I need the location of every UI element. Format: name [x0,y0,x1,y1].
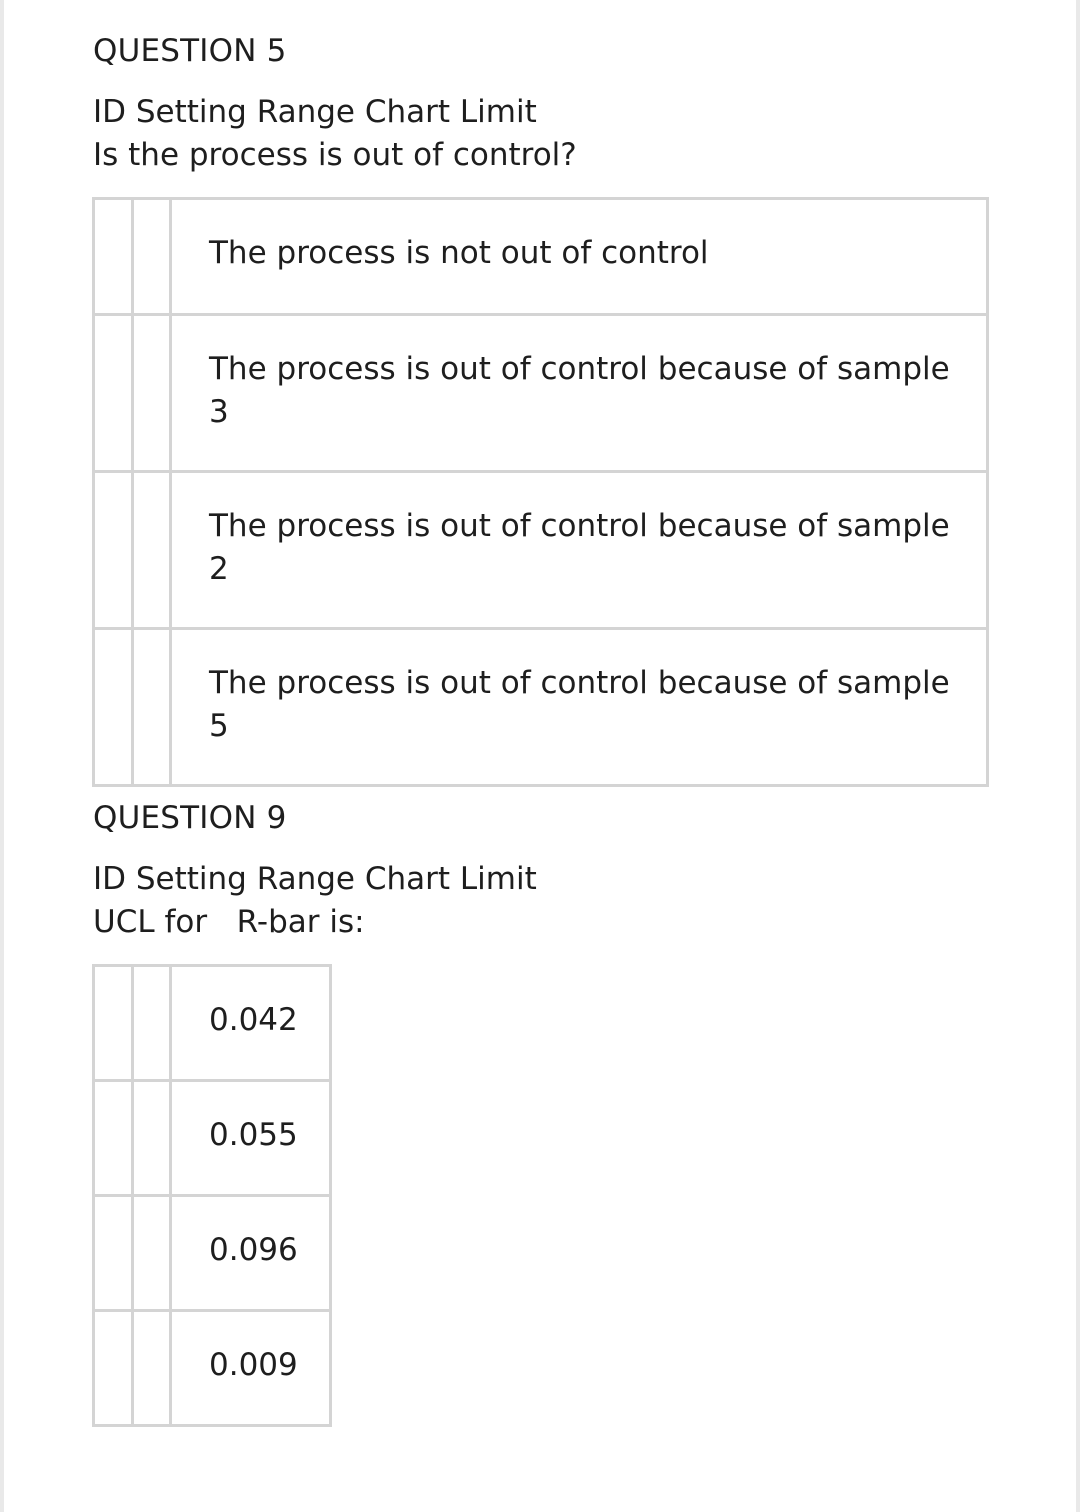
question-5-line-1: ID Setting Range Chart Limit [93,94,537,130]
option-radio-cell[interactable] [134,1082,172,1194]
question-5-option-4[interactable] [95,630,986,784]
option-radio-cell[interactable] [134,473,172,627]
option-label[interactable]: The process is out of control because of sample 3 [209,351,950,430]
option-select-cell[interactable] [95,630,134,784]
option-label[interactable]: 0.055 [209,1117,298,1153]
option-select-cell[interactable] [95,1082,134,1194]
option-select-cell[interactable] [95,1312,134,1424]
option-select-cell[interactable] [95,473,134,627]
option-label[interactable]: The process is out of control because of sample 2 [209,508,950,587]
option-label[interactable]: 0.096 [209,1232,298,1268]
question-5-line-2: Is the process is out of control? [93,137,577,173]
option-radio-cell[interactable] [134,967,172,1079]
question-9-line-1: ID Setting Range Chart Limit [93,861,537,897]
question-9-line-2: UCL for R-bar is: [93,904,365,940]
question-5-options-table [92,197,989,787]
page-right-border [1076,0,1080,1512]
question-9-options-table [92,964,332,1427]
question-9-option-3[interactable] [95,1197,329,1312]
option-radio-cell[interactable] [134,200,172,313]
option-radio-cell[interactable] [134,1312,172,1424]
option-select-cell[interactable] [95,200,134,313]
option-label[interactable]: 0.042 [209,1002,298,1038]
option-label[interactable]: The process is not out of control [209,235,709,271]
question-9-option-4[interactable] [95,1312,329,1424]
option-radio-cell[interactable] [134,316,172,470]
page-left-border [0,0,4,1512]
question-5-option-2[interactable] [95,316,986,473]
question-9-text [93,858,537,944]
option-select-cell[interactable] [95,1197,134,1309]
question-5-option-1[interactable] [95,200,986,316]
question-5-header: QUESTION 5 [93,33,287,69]
question-5-option-3[interactable] [95,473,986,630]
option-radio-cell[interactable] [134,630,172,784]
option-label[interactable]: 0.009 [209,1347,298,1383]
option-label[interactable]: The process is out of control because of sample 5 [209,665,950,744]
option-select-cell[interactable] [95,316,134,470]
question-9-header: QUESTION 9 [93,800,287,836]
question-5-text [93,91,577,177]
option-radio-cell[interactable] [134,1197,172,1309]
question-9-option-1[interactable] [95,967,329,1082]
option-select-cell[interactable] [95,967,134,1079]
question-9-option-2[interactable] [95,1082,329,1197]
